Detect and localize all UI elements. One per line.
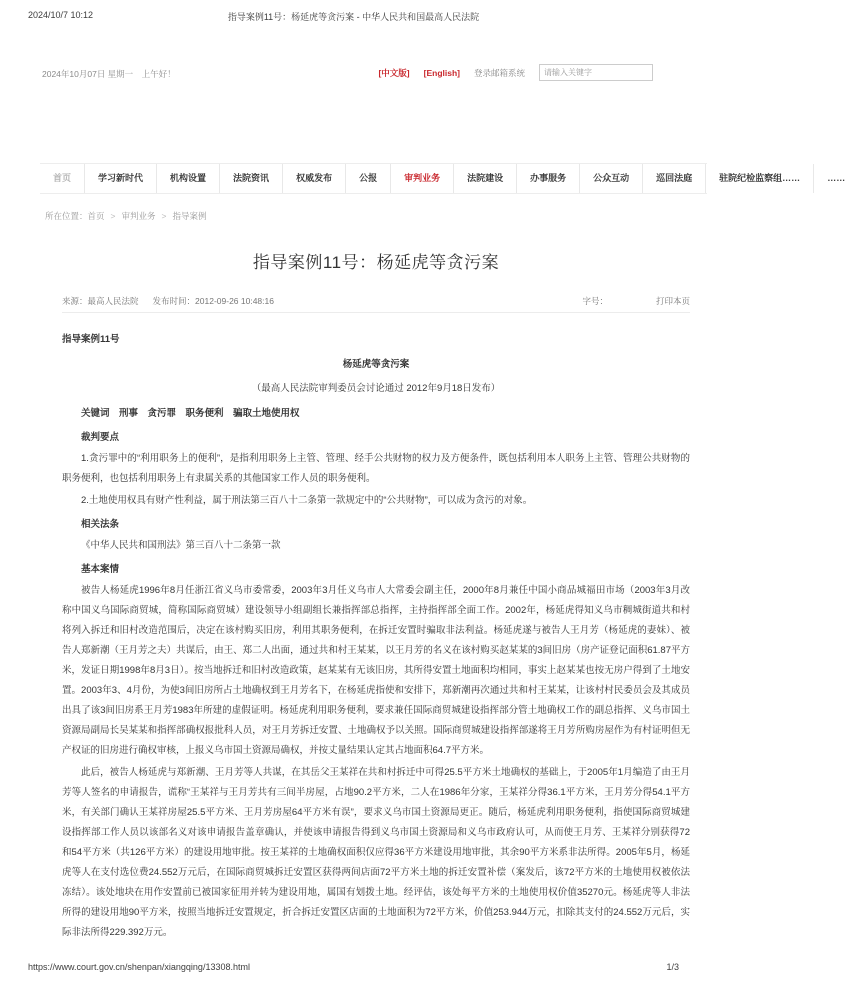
article-paragraph: 《中华人民共和国刑法》第三百八十二条第一款 [81, 540, 281, 551]
breadcrumb-link[interactable]: 指导案例 [172, 211, 207, 221]
lang-en-link[interactable]: [English] [423, 67, 460, 78]
article-heading: 基本案情 [81, 564, 120, 575]
breadcrumb-link[interactable]: 首页 [87, 211, 105, 221]
mail-login-link[interactable]: 登录邮箱系统 [473, 67, 525, 78]
meta-divider [62, 312, 690, 313]
breadcrumb-link[interactable]: 审判业务 [121, 211, 156, 221]
primary-nav [40, 163, 846, 194]
nav-item[interactable]: …… [813, 164, 858, 193]
article-heading: 关键词 刑事 贪污罪 职务便利 骗取土地使用权 [81, 408, 300, 419]
nav-item[interactable]: 驻院纪检监察组…… [705, 164, 813, 193]
source-url: https://www.court.gov.cn/shenpan/xiangqing/13308.html [28, 962, 250, 972]
nav-item[interactable]: 机构设置 [156, 164, 219, 193]
nav-item[interactable]: 学习新时代 [84, 164, 156, 193]
nav-item[interactable]: 权威发布 [282, 164, 345, 193]
breadcrumb [45, 210, 207, 222]
article-heading: 相关法条 [81, 519, 120, 530]
source-value: 最高人民法院 [87, 296, 139, 306]
article-body [62, 326, 690, 945]
article-paragraph: 1.贪污罪中的“利用职务上的便利”，是指利用职务上主管、管理、经手公共财物的权力及方便条件，既包括利用本人职务上主管、管理公共财物的职务便利，也包括利用职务上有隶属关系的其他国家工作人员的职务便利。 [62, 453, 690, 484]
lang-zh-link[interactable]: [中文版] [378, 67, 410, 78]
page-title: 指导案例11号：杨延虎等贪污案 [252, 253, 500, 272]
pubdate-value: 2012-09-26 10:48:16 [195, 296, 274, 306]
case-number-label: 指导案例11号 [62, 334, 120, 345]
nav-item[interactable]: 公报 [345, 164, 390, 193]
breadcrumb-prefix: 所在位置： [45, 211, 88, 221]
page-indicator: 1/3 [666, 962, 679, 972]
article-meta [62, 292, 690, 312]
font-size-control[interactable]: 字号： [582, 296, 608, 306]
site-toolbar [42, 64, 667, 82]
print-page-title: 指导案例11号：杨延虎等贪污案 - 中华人民共和国最高人民法院 [227, 12, 480, 22]
search-input[interactable] [539, 64, 653, 81]
breadcrumb-separator: > [110, 211, 116, 221]
nav-item[interactable]: 法院建设 [453, 164, 516, 193]
print-header [0, 10, 707, 24]
article-paragraph: 被告人杨延虎1996年8月任浙江省义乌市委常委，2003年3月任义乌市人大常委会副主任，2000年8月兼任中国小商品城福田市场（2003年3月改称中国义乌国际商贸城，简称国际商贸城）建设领导小组副组长兼指挥部总指挥，主持指挥部全面工作。2002年，杨延虎得知义乌市稠城街道共和村将列入拆迁和旧村改造范围后，决定在该村购买旧房，利用其职务便利，在拆迁安置时骗取非法利益。杨延虎遂与被告人王月芳（杨延虎的妻妹）、被告人郑新潮（王月芳之夫）共谋后，由王、郑二人出面，通过共和村王某某，以王月芳的名义在该村购买赵某某的3间旧房（房产证登记面积61.87平方米，发证日期1998年8月3日）。按当地拆迁和旧村改造政策，赵某某有无该旧房，其所得安置土地面积均相同，事实上赵某某也按无房户得到了土地安置。2003年3、4月份，为使3间旧房所占土地确权到王月芳名下，在杨延虎指使和安排下，郑新潮再次通过共和村王某某，让该村村民委员会及其成员出具了该3间旧房系王月芳1983年所建的虚假证明。杨延虎利用职务便利，要求兼任国际商贸城建设指挥部分管土地确权工作的副总指挥、义乌市国土资源局副局长吴某某和指挥部确权报批科人员，对王月芳拆迁安置、土地确权予以关照。国际商贸城建设指挥部遂将王月芳所购房屋作为有村证明但无产权证的旧房进行确权审核，上报义乌市国土资源局确权，并按丈量结果认定其占地面积64.7平方米。 [62, 585, 690, 756]
source-label: 来源： [62, 296, 88, 306]
case-title: 杨延虎等贪污案 [342, 359, 410, 370]
breadcrumb-items [88, 211, 207, 221]
article-heading: 裁判要点 [81, 432, 120, 443]
print-page-button[interactable]: 打印本页 [655, 296, 690, 306]
nav-item[interactable]: 巡回法庭 [642, 164, 705, 193]
nav-item[interactable]: 法院资讯 [219, 164, 282, 193]
issue-note: （最高人民法院审判委员会讨论通过 2012年9月18日发布） [251, 383, 501, 394]
print-datetime: 2024/10/7 10:12 [28, 10, 94, 20]
nav-item[interactable]: 首页 [53, 173, 72, 183]
print-footer [0, 962, 707, 976]
nav-item[interactable]: 办事服务 [516, 164, 579, 193]
pubdate-label: 发布时间： [152, 296, 196, 306]
nav-item[interactable]: 审判业务 [390, 164, 453, 193]
article-paragraph: 2.土地使用权具有财产性利益，属于刑法第三百八十二条第一款规定中的“公共财物”，可以成为贪污的对象。 [81, 495, 533, 506]
breadcrumb-separator: > [161, 211, 167, 221]
nav-item[interactable]: 公众互动 [579, 164, 642, 193]
date-greeting: 2024年10月07日 星期一 上午好！ [42, 69, 176, 79]
article-paragraph: 此后，被告人杨延虎与郑新潮、王月芳等人共谋，在其岳父王某祥在共和村拆迁中可得25.5平方米土地确权的基础上，于2005年1月编造了由王月芳等人签名的申请报告，谎称“王某祥与王月芳共有三间半房屋，占地90.2平方米，二人在1986年分家，王某祥分得36.1平方米，王月芳分得54.1平方米，有关部门确认王某祥房屋25.5平方米、王月芳房屋64平方米有误”，要求义乌市国土资源局更正。随后，杨延虎利用职务便利，指使国际商贸城建设指挥部工作人员以该部名义对该申请报告盖章确认，并使该申请报告得到义乌市国土资源局和义乌市政府认可，从而使王月芳、王某祥分别获得72和54平方米（共126平方米）的建设用地审批。按王某祥的土地确权面积仅应得36平方米建设用地审批，其余90平方米系非法所得。2005年5月，杨延虎等人在支付选位费24.552万元后，在国际商贸城拆迁安置区获得两间店面72平方米土地的拆迁安置补偿（案发后，该72平方米的土地使用权被依法冻结）。该处地块在用作安置前已被国家征用并转为建设用地，属国有划拨土地。经评估，该处每平方米的土地使用权价值35270元。杨延虎等人非法所得的建设用地90平方米，按照当地拆迁安置规定，折合拆迁安置区店面的土地面积为72平方米，价值253.944万元，扣除其支付的24.552万元后，实际非法所得229.392万元。 [62, 767, 690, 938]
